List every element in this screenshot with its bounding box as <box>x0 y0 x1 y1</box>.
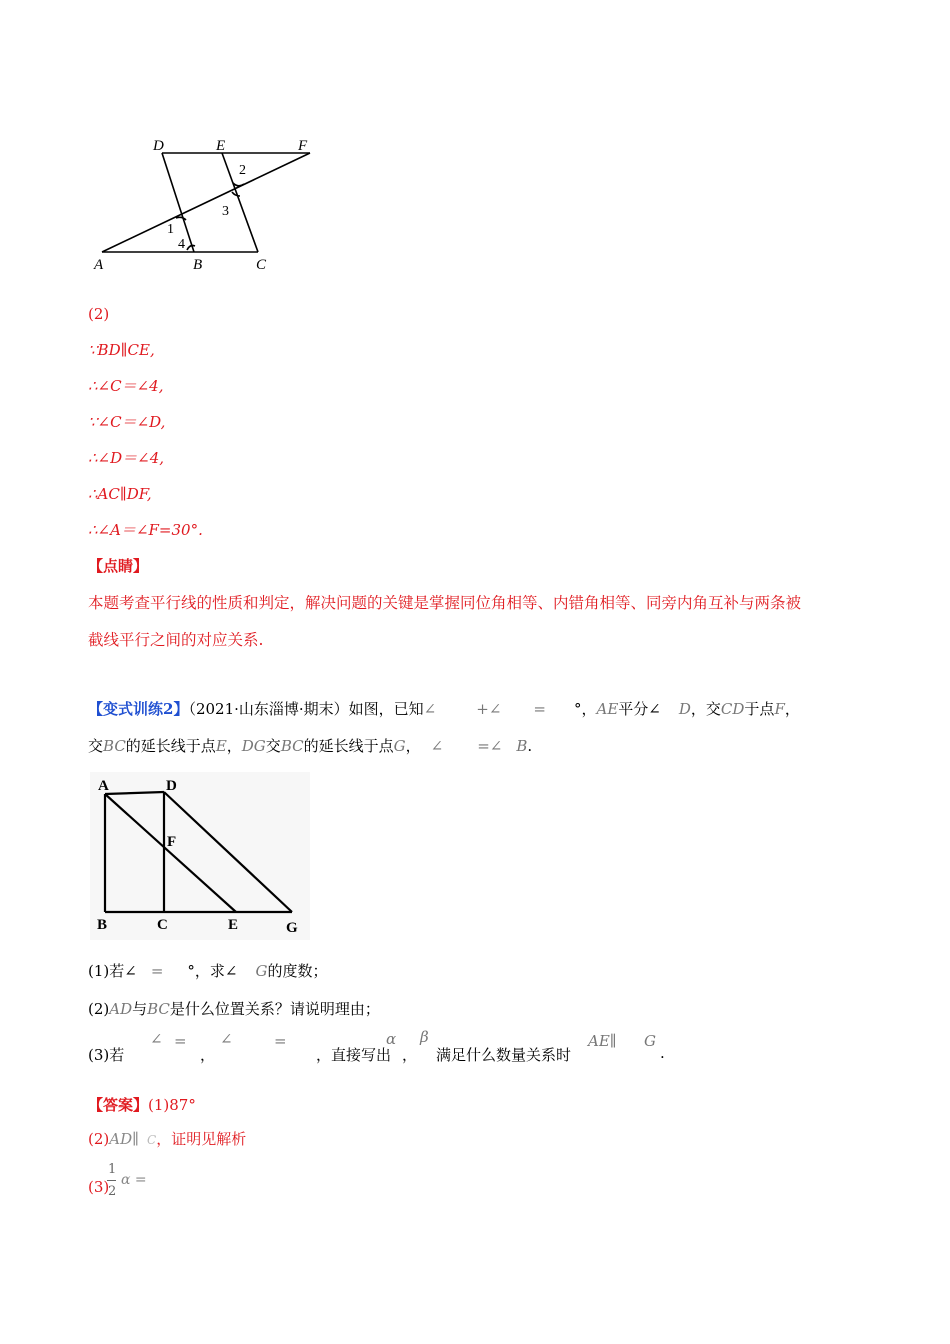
text-intersect: 交 <box>88 737 104 755</box>
math-bc: BC <box>147 1000 170 1018</box>
math-bc: BC <box>103 737 126 755</box>
q1-prefix: (1)若∠ <box>88 962 137 980</box>
solution-line: ∵BD∥CE, <box>88 341 155 359</box>
fig1-label-4: 4 <box>178 237 185 252</box>
math-g: G <box>393 737 406 755</box>
math-equals: = <box>274 1032 287 1050</box>
fig2-label-a: A <box>98 778 109 794</box>
variant-title: 【变式训练2】 <box>88 700 189 718</box>
fig1-label-e: E <box>216 138 226 154</box>
answer-line-3 <box>88 1160 208 1204</box>
math-angle: ∠ <box>430 737 444 755</box>
question-2 <box>88 998 380 1019</box>
fig2-label-f: F <box>167 834 177 850</box>
q1-ask: °，求∠ <box>187 962 238 980</box>
text-extension: 的延长线于点 <box>303 737 394 755</box>
q3-condition: 满足什么数量关系时 <box>436 1046 572 1064</box>
fig2-label-e: E <box>228 917 239 933</box>
answer-label: 【答案】 <box>88 1096 149 1114</box>
text-period: . <box>660 1044 665 1062</box>
q2-suffix: 是什么位置关系？请说明理由； <box>169 1000 380 1018</box>
comment-title: 【点睛】 <box>88 557 149 575</box>
text-comma: ， <box>402 1046 418 1064</box>
answer-2-suffix: ，证明见解析 <box>156 1130 247 1148</box>
math-angle: ∠ <box>423 700 437 718</box>
answer-line-1 <box>88 1094 196 1115</box>
fig1-label-3: 3 <box>222 204 229 219</box>
math-cd: CD <box>720 700 745 718</box>
q3-prefix: (3)若 <box>88 1046 125 1064</box>
math-ae-parallel: AE∥ <box>588 1032 617 1050</box>
fig1-label-b: B <box>193 257 203 273</box>
math-f: F <box>774 700 785 718</box>
answer-2-prefix: (2) <box>88 1130 110 1148</box>
answer-3-math: α = <box>121 1172 147 1188</box>
solution-line: ∵∠C＝∠D, <box>88 413 166 431</box>
text-extension: 的延长线于点 <box>125 737 216 755</box>
comment-text-line-2: 截线平行之间的对应关系. <box>88 631 264 649</box>
fig1-label-1: 1 <box>167 222 174 237</box>
solution-line: ∴∠A＝∠F=30°. <box>88 521 203 539</box>
solution-line: ∴∠D＝∠4, <box>88 449 165 467</box>
variant-source: （2021·山东淄博·期末）如图，已知 <box>188 700 424 718</box>
math-g: G <box>255 962 268 980</box>
solution-line: ∴AC∥DF, <box>88 485 152 503</box>
answer-2-c: C <box>147 1133 157 1147</box>
math-alpha: α <box>386 1030 397 1048</box>
math-beta: β <box>420 1028 429 1046</box>
solution-line: ∴∠C＝∠4, <box>88 377 164 395</box>
text-comma: ， <box>784 700 800 718</box>
answer-line-2 <box>88 1128 246 1149</box>
fig1-label-f: F <box>298 138 308 154</box>
math-angle: ∠ <box>220 1030 233 1048</box>
math-b: B <box>516 737 528 755</box>
q1-suffix: 的度数； <box>267 962 328 980</box>
text-period: . <box>527 737 533 755</box>
fig1-label-c: C <box>256 257 267 273</box>
comment-text-line-1: 本题考查平行线的性质和判定，解决问题的关键是掌握同位角相等、内错角相等、同旁内角互补与两条被 <box>88 594 802 612</box>
fig2-label-c: C <box>157 917 168 933</box>
text-comma: ， <box>405 737 421 755</box>
math-e: E <box>215 737 227 755</box>
q3-write: ，直接写出 <box>316 1046 392 1064</box>
q2-and: 与 <box>132 1000 148 1018</box>
text-at-point: 于点 <box>744 700 775 718</box>
fig1-angle-arc-2 <box>233 183 244 186</box>
text-comma: ， <box>200 1046 216 1064</box>
fig2-label-b: B <box>97 917 108 933</box>
math-equals: = <box>533 700 546 718</box>
math-equals: = <box>174 1032 187 1050</box>
math-bc: BC <box>280 737 304 755</box>
math-equals: = <box>150 962 164 980</box>
figure-2-trapezoid-diagram <box>90 772 310 940</box>
variant-question-line-2 <box>88 735 532 756</box>
question-1 <box>88 960 327 981</box>
fig1-label-d: D <box>153 138 164 154</box>
fig1-angle-arc-1 <box>176 217 186 220</box>
figure-1-parallelogram-diagram <box>90 130 340 280</box>
fraction-bar <box>107 1180 116 1181</box>
math-equals-angle: =∠ <box>477 737 503 755</box>
text-intersect: 交 <box>265 737 281 755</box>
fig2-label-g: G <box>286 920 298 936</box>
math-angle: ∠ <box>150 1030 163 1048</box>
math-dg: DG <box>241 737 266 755</box>
fig1-label-a: A <box>94 257 104 273</box>
math-plus-angle: +∠ <box>476 700 502 718</box>
answer-1: (1)87° <box>148 1096 196 1114</box>
q2-prefix: (2) <box>88 1000 110 1018</box>
question-3 <box>88 1030 868 1066</box>
text-comma: ， <box>226 737 242 755</box>
answer-3-numerator: 1 <box>108 1162 117 1177</box>
math-d: D <box>678 700 691 718</box>
answer-3-denominator: 2 <box>108 1184 117 1199</box>
text-intersect: ，交 <box>690 700 721 718</box>
solution-part-label: (2) <box>88 305 110 323</box>
math-ad: AD <box>109 1000 133 1018</box>
variant-question-line-1 <box>88 698 800 719</box>
math-g: G <box>644 1032 656 1050</box>
fig1-line-af <box>102 153 310 252</box>
fig2-label-d: D <box>166 778 177 794</box>
math-ae: AE <box>596 700 619 718</box>
answer-3-prefix: (3) <box>88 1178 110 1196</box>
text-bisect: 平分∠ <box>618 700 661 718</box>
answer-2-math: AD∥ <box>109 1130 140 1148</box>
fig1-label-2: 2 <box>239 163 246 178</box>
math-degree: °， <box>573 700 597 718</box>
